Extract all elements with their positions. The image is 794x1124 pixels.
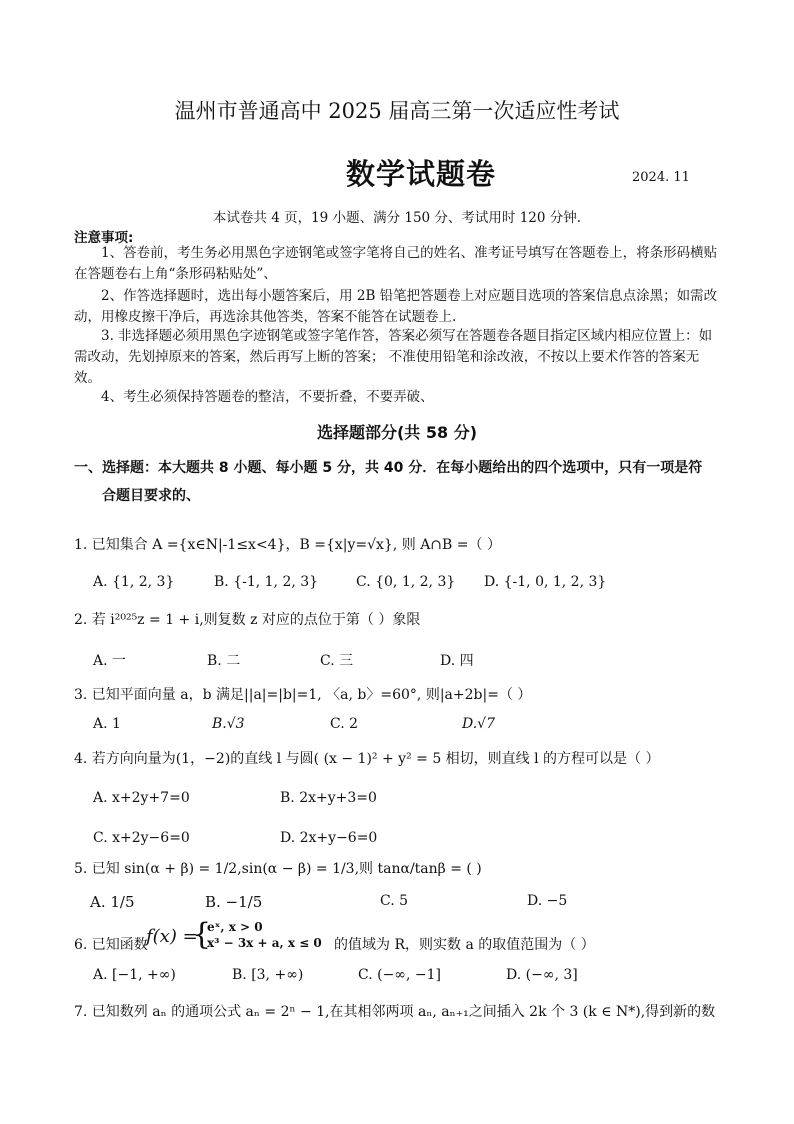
question-3-option-c: C. 2 [330,716,359,732]
question-2-stem: 2. 若 i²⁰²⁵z = 1 + i,则复数 z 对应的点位于第（ ）象限 [74,612,421,628]
notice-item-2: 2、作答选择题时，选出每小题答案后，用 2B 铅笔把答题卷上对应题目选项的答案信息点涂黑；如需改动，用橡皮擦干净后，再选涂其他答类，答案不能答在试题卷上. [74,288,718,325]
question-5-option-c: C. 5 [380,893,409,909]
piecewise-brace-icon: { [192,917,212,952]
question-2-option-d: D. 四 [440,653,474,669]
question-6-option-b: B. [3, +∞) [232,967,304,983]
question-4-option-d: D. 2x+y−6=0 [280,830,378,846]
section-title: 选择题部分(共 58 分) [316,423,478,442]
exam-date: 2024. 11 [632,170,690,185]
question-3-option-a: A. 1 [93,716,121,732]
question-3-option-b: B.√3 [212,716,245,732]
exam-subtitle: 数学试题卷 [346,157,497,191]
part-instruction-line-1: 一、选择题：本大题共 8 小题、每小题 5 分，共 40 分．在每小题给出的四个选项中，只有一项是符 [74,460,703,476]
notice-item-3: 3. 非选择题必须用黑色字迹钢笔或签字笔作答，答案必须写在答题卷各题目指定区域内相应位置上：如需改动，先划掉原来的答案，然后再写上断的答案； 不准使用铅笔和涂改液，不按以上要术作答的答案无效。 [74,328,713,386]
question-6-option-c: C. (−∞, −1] [358,967,441,983]
question-6-option-a: A. [−1, +∞) [93,967,176,983]
piecewise-fx-label: f(x) = [146,926,198,947]
question-3-stem: 3. 已知平面向量 a，b 满足||a|=|b|=1, 〈a, b〉=60°, 则|a+2b|=（ ） [74,687,532,703]
question-2-option-a: A. 一 [93,653,127,669]
question-1-stem: 1. 已知集合 A ={x∈N|-1≤x<4}，B ={x|y=√x}, 则 A∩B =（ ） [74,537,501,553]
question-1-option-d: D. {-1, 0, 1, 2, 3} [484,574,607,590]
question-6-stem-prefix: 6. 已知函数 [74,937,148,953]
question-4-option-c: C. x+2y−6=0 [93,830,190,846]
question-5-stem: 5. 已知 sin(α + β) = 1/2,sin(α − β) = 1/3,则 tanα/tanβ = ( ) [74,861,482,877]
question-4-option-a: A. x+2y+7=0 [93,790,190,806]
question-6-stem-suffix: 的值域为 R，则实数 a 的取值范围为（ ） [334,937,595,953]
question-5-option-a: A. 1/5 [90,893,135,911]
exam-info: 本试卷共 4 页，19 小题、满分 150 分、考试用时 120 分钟. [212,210,582,226]
question-5-option-b: B. −1/5 [205,893,263,911]
question-1-option-c: C. {0, 1, 2, 3} [356,574,456,590]
question-5-option-d: D. −5 [527,893,568,909]
notice-heading: 注意事项: [74,230,134,246]
notice-item-4: 4、考生必须保持答题卷的整洁，不要折叠，不要弄破、 [101,389,434,405]
notice-item-1: 1、答卷前，考生务必用黑色字迹钢笔或签字笔将自己的姓名、准考证号填写在答题卷上，将条形码横贴在答题卷右上角“条形码粘贴处”、 [74,245,718,282]
exam-title: 温州市普通高中 2025 届高三第一次适应性考试 [174,99,620,123]
question-1-option-b: B. {-1, 1, 2, 3} [214,574,319,590]
question-1-option-a: A. {1, 2, 3} [93,574,175,590]
question-4-option-b: B. 2x+y+3=0 [280,790,377,806]
part-instruction-line-2: 合题目要求的、 [102,488,200,504]
question-7-stem: 7. 已知数列 aₙ 的通项公式 aₙ = 2ⁿ − 1,在其相邻两项 aₙ, aₙ₊₁之间插入 2k 个 3 (k ∈ N*),得到新的数 [74,1004,716,1020]
question-2-option-c: C. 三 [320,653,354,669]
question-2-option-b: B. 二 [207,653,241,669]
question-3-option-d: D.√7 [462,716,496,732]
piecewise-case-2: x³ − 3x + a, x ≤ 0 [207,936,322,950]
question-6-option-d: D. (−∞, 3] [506,967,578,983]
question-4-stem: 4. 若方向向量为(1，−2)的直线 l 与圆( (x − 1)² + y² = 5 相切，则直线 l 的方程可以是（ ） [74,751,660,767]
piecewise-case-1: eˣ, x > 0 [207,920,263,934]
